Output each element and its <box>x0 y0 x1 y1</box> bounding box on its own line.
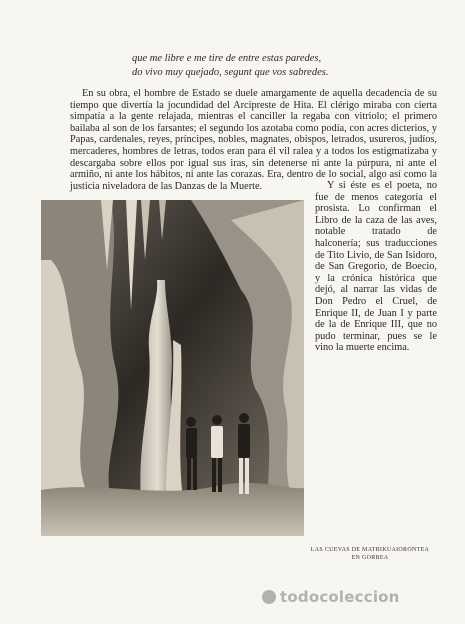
caption-line-2: EN GORBEA <box>351 555 389 561</box>
caption-line-1: LAS CUEVAS DE MATRIKUAIORONTEA <box>310 547 430 553</box>
watermark <box>262 588 462 606</box>
verse-line-1: que me libre e me tire de entre estas paredes, <box>132 53 322 64</box>
cave-photo-illustration <box>41 200 304 536</box>
verse-line-2: do vivo muy quejado, segunt que vos sabredes. <box>132 67 329 78</box>
paragraph-1-text: En su obra, el hombre de Estado se duele amargamente de aquella decadencia de su tiempo que divertía la jocundidad del Arcipreste de Hita. El clérigo miraba con cierta simpatía a la gente relajada, mientras el canciller la regaba con vitriolo; el primero bailaba al son de los farsantes; el segundo los azotaba como podía, con acres dicterios, y Papas, cardenales, reyes, príncipes, nobles, magnates, obispos, letrados, usureros, judíos, mercaderes, hombres de letras, todos eran para él vil ralea y a todos los estigmatizaba y descargaba sobre ellos por igual sus iras, sin detenerse ni ante la púrpura, ni ante el armiño, ni ante los hábitos, ni ante las corazas. Era, dentro de lo social, algo así como la justicia niveladora de las Danzas de la Muerte. <box>70 88 437 192</box>
verse-quote <box>132 52 432 80</box>
paragraph-2-text: Y si éste es el poeta, no fue de menos categoría el prosista. Lo confirman el Libro de la caza de las aves, notable tratado de halconería; sus traducciones de Tito Livio, de San Isidoro, de San Gregorio, de Boecio, y la crónica histórica que dejó, al narrar las vidas de Don Pedro el Cruel, de Enrique II, de Juan I y parte de la de Enrique III, que no pudo terminar, pues se le vino la muerte encima. <box>315 180 437 354</box>
body-paragraph-2 <box>315 180 437 354</box>
cave-photograph <box>41 200 304 536</box>
watermark-text: todocoleccion <box>280 588 400 606</box>
photo-caption <box>300 546 440 562</box>
body-paragraph-1 <box>70 88 437 192</box>
watermark-logo-icon <box>262 590 276 604</box>
